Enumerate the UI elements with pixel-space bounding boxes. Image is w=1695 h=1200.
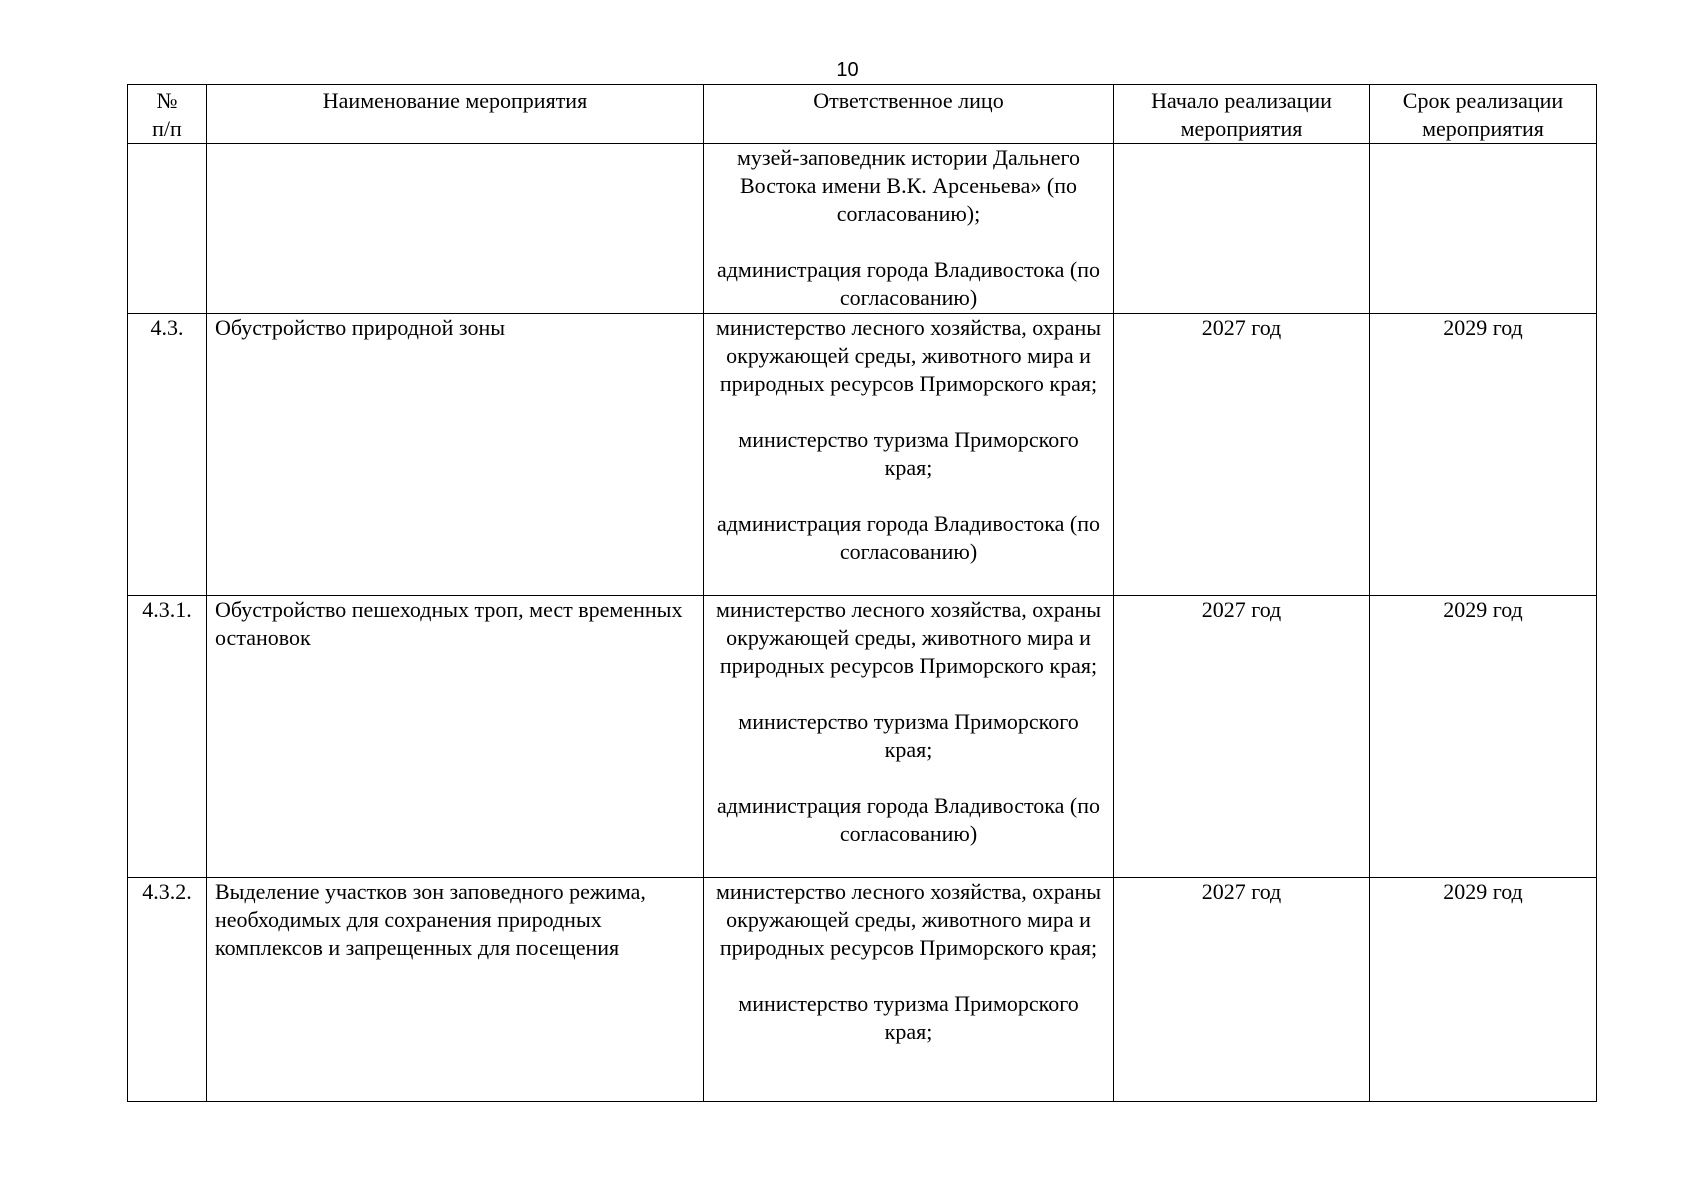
responsible-entry: министерство лесного хозяйства, охраны окружающей среды, животного мира и природных ресурсов Приморского края; [715, 315, 1102, 396]
row-number: 4.3.1. [128, 596, 207, 878]
responsible-entry: министерство лесного хозяйства, охраны окружающей среды, животного мира и природных ресурсов Приморского края; [715, 597, 1102, 678]
header-end: Срок реализации мероприятия [1370, 85, 1597, 144]
responsible-entry: администрация города Владивостока (по согласованию) [716, 793, 1101, 846]
row-responsible [704, 314, 1114, 596]
row-end [1370, 144, 1597, 314]
responsible-entry: музей-заповедник истории Дальнего Востока имени В.К. Арсеньева» (по согласованию); [737, 145, 1080, 226]
row-end: 2029 год [1370, 596, 1597, 878]
row-start: 2027 год [1114, 314, 1370, 596]
row-responsible [704, 878, 1114, 1102]
row-number [128, 144, 207, 314]
row-responsible [704, 596, 1114, 878]
row-end: 2029 год [1370, 314, 1597, 596]
responsible-entry: администрация города Владивостока (по согласованию) [716, 511, 1101, 564]
header-number: № п/п [128, 85, 207, 144]
row-number: 4.3.2. [128, 878, 207, 1102]
row-number: 4.3. [128, 314, 207, 596]
table-row [128, 314, 1597, 596]
responsible-entry: министерство туризма Приморского края; [738, 709, 1079, 762]
header-responsible: Ответственное лицо [704, 85, 1114, 144]
table-row [128, 596, 1597, 878]
header-start: Начало реализации мероприятия [1114, 85, 1370, 144]
table-header-row [128, 85, 1597, 144]
row-start [1114, 144, 1370, 314]
row-activity-name: Обустройство пешеходных троп, мест временных остановок [207, 596, 704, 878]
row-start: 2027 год [1114, 878, 1370, 1102]
row-responsible [704, 144, 1114, 314]
responsible-entry: министерство лесного хозяйства, охраны окружающей среды, животного мира и природных ресурсов Приморского края; [715, 879, 1102, 960]
activities-table [127, 84, 1597, 1102]
row-activity-name: Обустройство природной зоны [207, 314, 704, 596]
responsible-entry: администрация города Владивостока (по согласованию) [716, 257, 1101, 310]
header-activity-name: Наименование мероприятия [207, 85, 704, 144]
page-number: 10 [836, 59, 859, 81]
row-end: 2029 год [1370, 878, 1597, 1102]
responsible-entry: министерство туризма Приморского края; [738, 991, 1079, 1044]
table-row [128, 878, 1597, 1102]
responsible-entry: министерство туризма Приморского края; [738, 427, 1079, 480]
row-activity-name: Выделение участков зон заповедного режима, необходимых для сохранения природных комплексов и запрещенных для посещения [207, 878, 704, 1102]
row-start: 2027 год [1114, 596, 1370, 878]
table-row [128, 144, 1597, 314]
row-activity-name [207, 144, 704, 314]
